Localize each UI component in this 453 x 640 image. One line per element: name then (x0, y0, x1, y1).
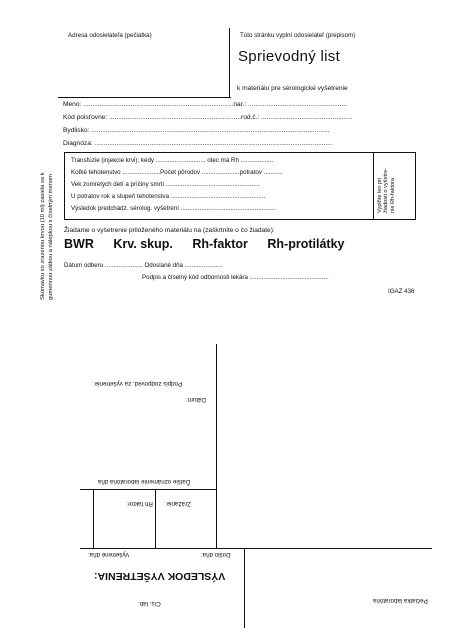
signature-field[interactable]: Podpis a číselný kód odbornosti lekára .............................................. (142, 274, 329, 281)
date-label: Dátum: (186, 396, 206, 403)
arrived-on-label: Došlo dňa: (201, 551, 231, 558)
lower-h-line-2 (80, 548, 432, 549)
lab-stamp-label: Pečiatka laboratória (373, 597, 428, 604)
rh-factor-label: Rh faktor: (126, 500, 153, 507)
rh-box-divider (373, 152, 374, 219)
lower-right-divider (244, 548, 245, 628)
side-note (40, 110, 52, 310)
sender-address-label: Adresa odosielateľa (pečiatka) (68, 32, 152, 39)
side-note-line-2: gumennou zátkou a nálepkou s číselným menom (48, 174, 54, 300)
lower-vertical-line (216, 344, 217, 549)
lower-h-line-1 (80, 489, 217, 490)
test-bwr[interactable]: BWR (64, 237, 94, 251)
clotting-label: Zrážanie: (165, 500, 191, 507)
lower-box-mid (155, 489, 156, 549)
page-subtitle: k materiálu pre sérologické vyšetrenie (237, 85, 348, 92)
collection-date-field[interactable]: Dátum odberu ...................... Odoslané dňa ...................... (64, 262, 223, 269)
rh-side-label-line-3: nie Rh-faktora (389, 177, 396, 213)
insurance-field[interactable]: Kód poisťovne: ........................................................................rod.č.: .................................................. (63, 114, 353, 121)
header-divider (229, 28, 230, 98)
rh-side-label (377, 157, 413, 215)
test-rh-antibodies[interactable]: Rh-protilátky (267, 237, 345, 251)
test-options (64, 237, 360, 251)
header-rule (58, 97, 231, 98)
examined-on-label: Vyšetrené dňa: (88, 551, 130, 558)
result-title: VÝSLEDOK VYŠETRENIA: (94, 570, 226, 582)
miscarriage-field[interactable]: U potratov rok a stupeň tehotenstva ....................................................... (71, 193, 266, 200)
signature-confirm-label: Podpis zodpoved. za vyšetrenie: (93, 380, 183, 387)
side-note-line-1: Skúmavku so zrazenou krvou (10 ml) zasiela sa k (40, 172, 46, 300)
dead-children-field[interactable]: Vek zomretých detí a príčiny smrti ....................................................... (71, 181, 261, 188)
residence-field[interactable]: Bydlisko: .................................................................................................................................. (63, 127, 330, 134)
previous-tests-field[interactable]: Výsledok predchádz. sérolog. vyšetrení ....................................................... (71, 205, 276, 212)
test-rh-factor[interactable]: Rh-faktor (192, 237, 248, 251)
lower-box-left (93, 489, 94, 549)
diagnosis-field[interactable]: Diagnóza: .................................................................................................................................. (63, 140, 333, 147)
rh-side-label-line-2: žiadosti o vyšetre- (383, 167, 390, 213)
test-blood-group[interactable]: Krv. skup. (113, 237, 173, 251)
request-text: Žiadame o vyšetrenie priloženého materiálu na (zaškrtnite o čo žiadate): (64, 227, 275, 234)
page-title: Sprievodný list (238, 48, 341, 65)
form-code: IGAZ 436 (388, 288, 415, 295)
name-field[interactable]: Meno: ..................................................................................nar.: ...................................................... (63, 101, 347, 108)
fill-note: Túto stránku vyplní odosielateľ (prepisom) (240, 32, 356, 39)
lab-number-label: Čís. lab. (138, 600, 161, 607)
further-notice-label: Ďalšie oznámenie laboratória dňa (98, 478, 191, 485)
rh-side-label-line-1: Vyplňte len pri (377, 177, 383, 213)
pregnancy-field[interactable]: Koľké tehotenstvo ......................Počet pôrodov ......................potratov ........... (71, 169, 283, 176)
transfusion-field[interactable]: Transfúzie (injekcie krvi); kedy ............................. otec má Rh ................... (71, 157, 274, 164)
